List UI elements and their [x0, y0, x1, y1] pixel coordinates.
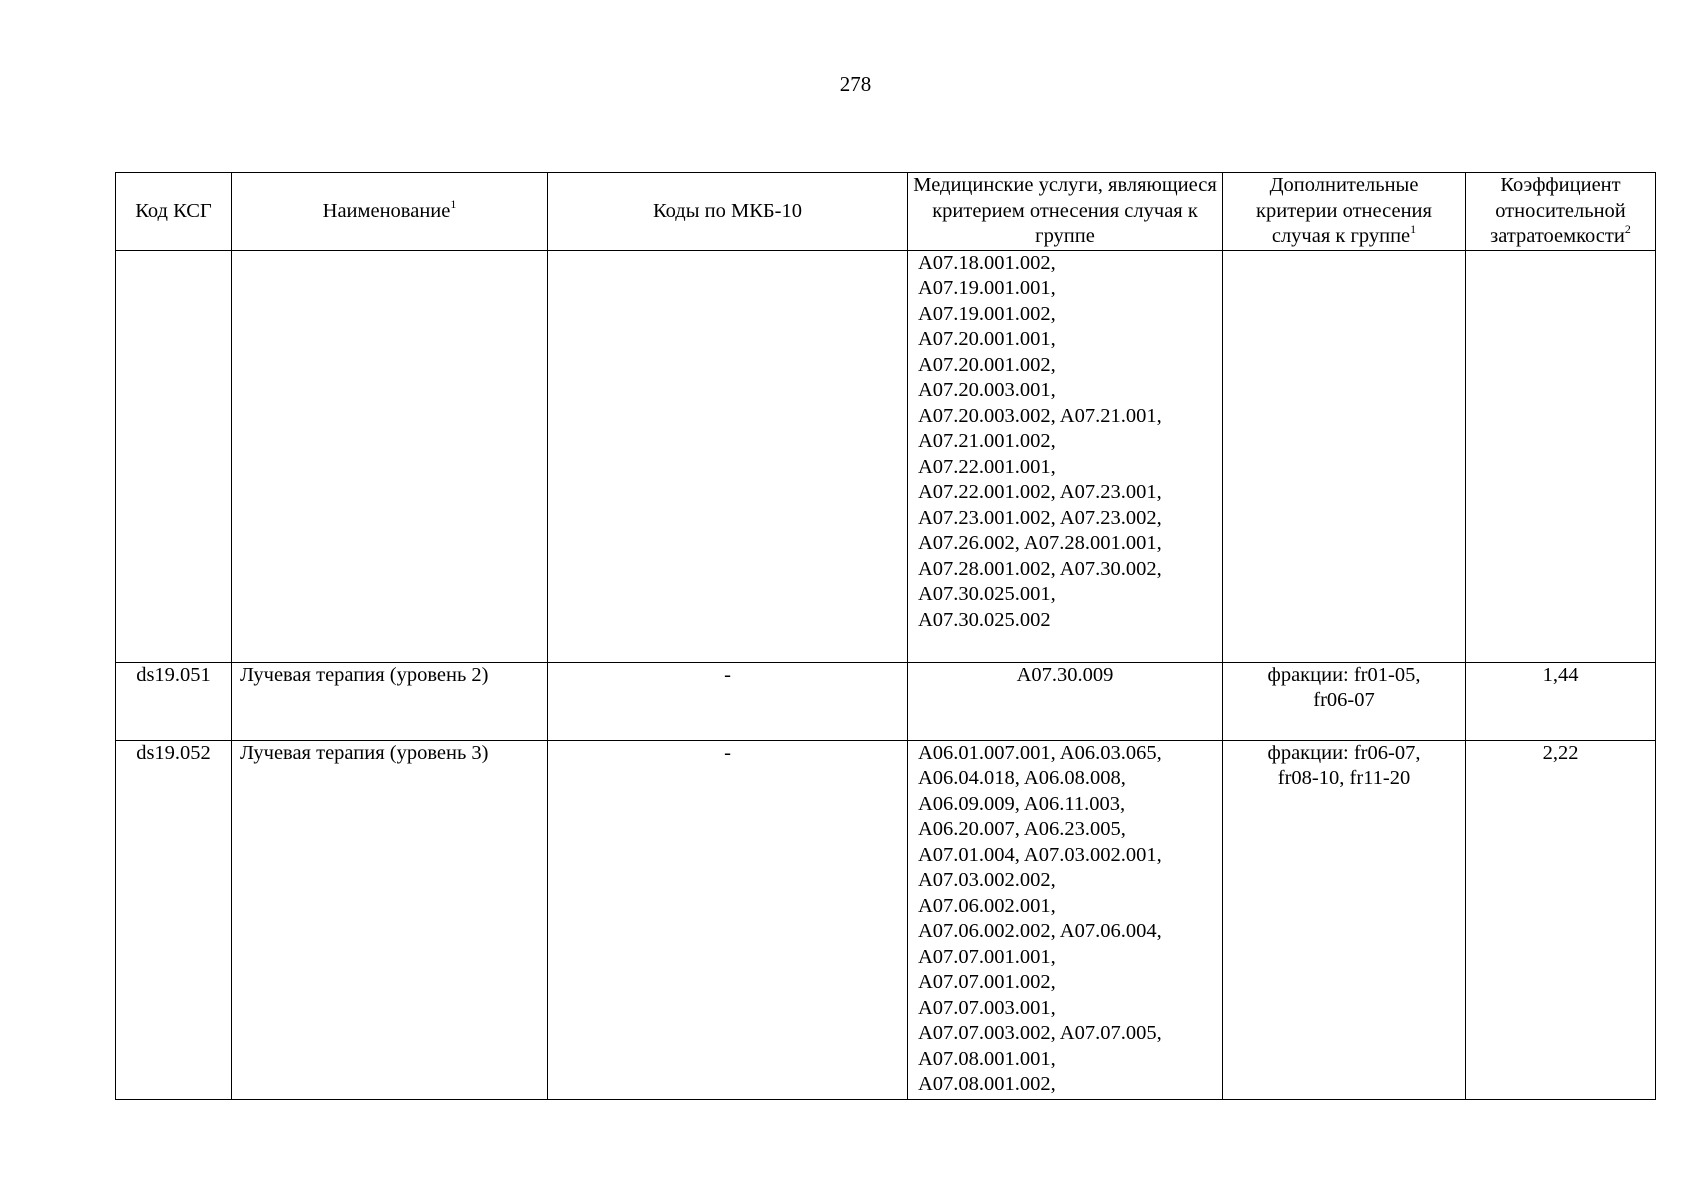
- ksg-table: [115, 172, 1656, 1100]
- header-name: Наименование$^1$: [232, 173, 548, 251]
- cell-mkb: [548, 250, 908, 662]
- cell-line: A07.22.001.001,: [918, 455, 1056, 478]
- cell-coef: 1,44: [1466, 662, 1656, 740]
- cell-line: A07.19.001.002,: [918, 302, 1056, 325]
- cell-services: [908, 662, 1223, 740]
- header-mkb: Коды по МКБ-10: [548, 173, 908, 251]
- cell-line: A07.07.003.002, A07.07.005,: [918, 1022, 1162, 1044]
- cell-line: A07.30.025.001,: [918, 583, 1056, 605]
- cell-line: A07.30.025.002: [918, 608, 1051, 631]
- cell-line: A07.07.001.001,: [918, 945, 1056, 968]
- cell-extra: [1223, 740, 1466, 1099]
- cell-services: [908, 250, 1223, 662]
- cell-mkb: -: [548, 740, 908, 1099]
- cell-line: A07.03.002.002,: [918, 869, 1056, 891]
- cell-line: A07.28.001.002, A07.30.002,: [918, 557, 1162, 580]
- cell-line: A07.06.002.002, A07.06.004,: [918, 920, 1162, 942]
- cell-extra: [1223, 250, 1466, 662]
- cell-line: fr08-10, fr11-20: [1277, 767, 1411, 789]
- header-code: Код КСГ: [116, 173, 232, 251]
- cell-line: A07.26.002, A07.28.001.001,: [918, 532, 1162, 554]
- cell-line: A07.01.004, A07.03.002.001,: [918, 843, 1162, 866]
- cell-coef: [1466, 250, 1656, 662]
- cell-line: A06.01.007.001, A06.03.065,: [918, 741, 1162, 764]
- header-extra: Дополнительные критерии отнесения случая к группе$^1$: [1223, 173, 1466, 251]
- cell-coef: 2,22: [1466, 740, 1656, 1099]
- footnote-marker: 1: [1410, 222, 1417, 237]
- cell-line: A07.20.001.001,: [918, 328, 1056, 350]
- cell-line: A07.20.003.001,: [918, 379, 1056, 401]
- cell-mkb: -: [548, 662, 908, 740]
- cell-code: ds19.051: [116, 662, 232, 740]
- cell-line: A07.20.001.002,: [918, 353, 1056, 376]
- cell-line: A07.23.001.002, A07.23.002,: [918, 506, 1162, 529]
- cell-line: A07.30.009: [1016, 663, 1114, 686]
- cell-name: Лучевая терапия (уровень 2): [232, 662, 548, 740]
- cell-extra: [1223, 662, 1466, 740]
- cell-line: A07.07.003.001,: [918, 996, 1056, 1019]
- cell-services: [908, 740, 1223, 1099]
- cell-line: A07.06.002.001,: [918, 894, 1056, 917]
- cell-name: [232, 250, 548, 662]
- cell-line: fr06-07: [1313, 689, 1375, 711]
- cell-line: A07.18.001.002,: [918, 251, 1056, 274]
- table-header-row: [116, 173, 1656, 251]
- footnote-marker: 1: [450, 196, 457, 211]
- table-row: [116, 662, 1656, 740]
- header-coef: Коэффициент относительной затратоемкости$^2$: [1466, 173, 1656, 251]
- cell-code: ds19.052: [116, 740, 232, 1099]
- cell-line: A07.21.001.002,: [918, 430, 1056, 452]
- cell-line: A07.19.001.001,: [918, 277, 1056, 299]
- cell-code: [116, 250, 232, 662]
- header-services: Медицинские услуги, являющиеся критерием отнесения случая к группе: [908, 173, 1223, 251]
- cell-line: фракции: fr01-05,: [1267, 663, 1421, 686]
- table-row: [116, 250, 1656, 662]
- cell-line: A07.07.001.002,: [918, 971, 1056, 993]
- cell-name: Лучевая терапия (уровень 3): [232, 740, 548, 1099]
- cell-line: A07.20.003.002, A07.21.001,: [918, 404, 1162, 427]
- cell-line: A07.22.001.002, A07.23.001,: [918, 481, 1162, 503]
- table-row: [116, 740, 1656, 1099]
- cell-line: A07.08.001.001,: [918, 1047, 1056, 1070]
- cell-line: A06.09.009, A06.11.003,: [918, 792, 1126, 815]
- cell-line: A06.20.007, A06.23.005,: [918, 818, 1126, 840]
- cell-line: A06.04.018, A06.08.008,: [918, 767, 1126, 789]
- cell-line: A07.08.001.002,: [918, 1073, 1056, 1095]
- page-number: 278: [839, 72, 872, 96]
- cell-line: фракции: fr06-07,: [1267, 741, 1421, 764]
- footnote-marker: 2: [1624, 222, 1631, 237]
